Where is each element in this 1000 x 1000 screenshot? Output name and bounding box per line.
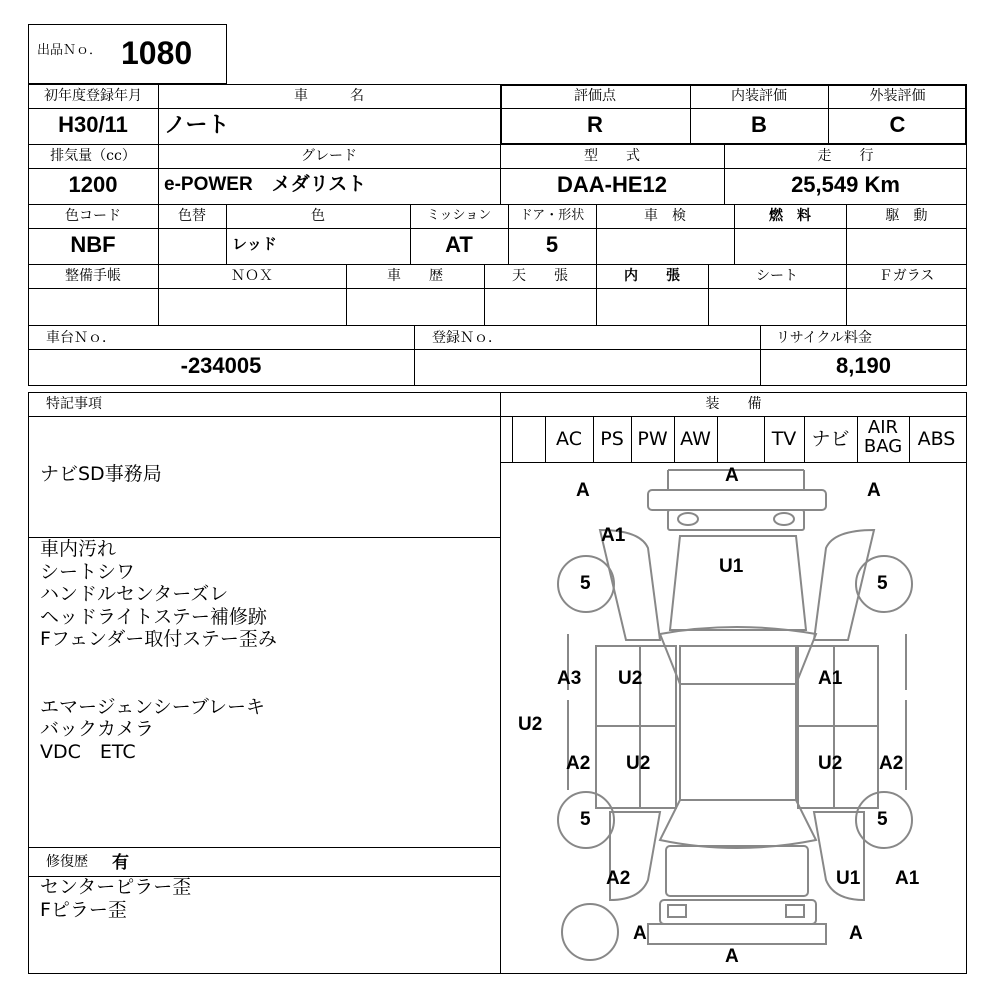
trim-value: e-POWER メダリスト: [164, 174, 367, 195]
car-name-value: ノート: [164, 112, 230, 137]
equipment-item-pw: PW: [637, 428, 668, 450]
remark-line: エマージェンシーブレーキ: [40, 695, 266, 718]
trim-label: グレード: [301, 148, 357, 164]
damage-mark: A2: [879, 753, 904, 774]
damage-mark: 5: [877, 809, 888, 830]
damage-mark: A3: [557, 668, 582, 689]
lot-number: 1080: [121, 35, 193, 71]
repair-notes: [40, 876, 191, 921]
color-code-label: 色コード: [65, 208, 121, 224]
score-value: R: [587, 112, 603, 137]
color-change-label: 色替: [178, 208, 206, 224]
damage-mark: A: [725, 465, 739, 486]
lot-number-box: [28, 24, 227, 84]
damage-mark: A: [849, 923, 863, 944]
emblem-shape: [678, 513, 698, 525]
rear-lamp-left: [668, 905, 686, 917]
remarks-label: 特記事項: [46, 396, 102, 412]
equipment-item-aw: AW: [680, 428, 711, 450]
seat-label: シート: [756, 268, 798, 284]
right-front-fender: [814, 530, 874, 640]
repair-line: センターピラー歪: [40, 876, 192, 898]
first-registration-value: H30/11: [58, 112, 128, 137]
recycle-fee-label: リサイクル料金: [776, 330, 873, 346]
damage-mark: U2: [626, 753, 651, 774]
remark-line: バックカメラ: [40, 718, 155, 740]
first-registration-label: 初年度登録年月: [44, 88, 142, 104]
damage-mark: A: [633, 923, 647, 944]
equipment-item-ps: PS: [600, 428, 624, 450]
damage-mark: A: [725, 946, 739, 967]
damage-mark: A1: [895, 868, 920, 889]
repair-history-label: 修復歴: [46, 854, 88, 870]
remark-line: [40, 673, 277, 696]
equipment-label: 装 備: [705, 396, 762, 412]
front-bumper-shape: [648, 490, 826, 510]
interior-grade-value: B: [751, 112, 767, 137]
remarks-line1: ナビSD事務局: [40, 463, 162, 485]
front-glass-label: Ｆガラス: [878, 268, 935, 284]
damage-mark: A1: [601, 525, 626, 546]
headliner-label: 天 張: [512, 268, 568, 284]
equipment-item-abs: ABS: [917, 428, 956, 450]
damage-mark: A1: [818, 668, 843, 689]
remark-line: ハンドルセンターズレ: [40, 583, 229, 605]
transmission-value: AT: [445, 232, 473, 257]
remark-line: Fフェンダー取付ステー歪み: [40, 628, 277, 650]
registration-number-label: 登録Ｎｏ．: [432, 330, 502, 346]
remark-line: [40, 651, 277, 674]
remark-line: 車内汚れ: [40, 538, 117, 560]
damage-mark: 5: [877, 573, 888, 594]
rear-lamp-right: [786, 905, 804, 917]
interior-grade-label: 内装評価: [731, 88, 787, 104]
chassis-number-value: -234005: [180, 353, 262, 378]
roof-shape: [680, 646, 796, 800]
damage-mark: A2: [606, 868, 631, 889]
drive-label: 駆 動: [885, 208, 928, 224]
recycle-fee-value: 8,190: [835, 353, 892, 378]
mileage-value: 25,549 Km: [791, 172, 900, 197]
service-book-label: 整備手帳: [65, 268, 121, 284]
car-name-label: 車 名: [294, 88, 364, 104]
emblem-shape-right: [774, 513, 794, 525]
spare-wheel: [562, 904, 618, 960]
trunk-shape: [666, 846, 808, 896]
damage-mark: U2: [818, 753, 843, 774]
damage-mark: A: [867, 480, 881, 501]
rear-window-shape: [660, 800, 816, 848]
color-label: 色: [311, 208, 325, 224]
damage-mark: U2: [618, 668, 643, 689]
damage-mark: 5: [580, 809, 591, 830]
remark-line: VDC ETC: [40, 740, 136, 763]
rear-bumper-lower: [648, 924, 826, 944]
remark-line: シートシワ: [40, 560, 136, 583]
damage-mark: A: [576, 480, 590, 501]
remarks-notes: [40, 538, 277, 763]
score-label: 評価点: [574, 88, 616, 104]
nox-label: ＮＯＸ: [231, 268, 273, 284]
model-code-value: DAA-HE12: [556, 172, 668, 197]
windshield-shape: [660, 627, 816, 684]
damage-mark: U1: [719, 556, 744, 577]
damage-mark: A2: [566, 753, 591, 774]
lot-number-label: 出品Ｎｏ．: [37, 43, 103, 58]
displacement-label: 排気量（cc）: [50, 148, 136, 164]
repair-line: Fピラー歪: [40, 898, 127, 921]
vehicle-history-label: 車 歴: [387, 268, 443, 284]
color-value: レッド: [232, 236, 277, 253]
equipment-item-navi: ナビ: [811, 428, 850, 450]
damage-mark: 5: [580, 573, 591, 594]
damage-mark: U1: [836, 868, 861, 889]
exterior-grade-value: C: [889, 112, 906, 137]
repair-history-value: 有: [112, 853, 129, 872]
exterior-grade-label: 外装評価: [869, 88, 926, 104]
mileage-label: 走 行: [817, 148, 874, 164]
interior-trim-label: 内 張: [624, 268, 680, 284]
damage-mark: U2: [518, 714, 543, 735]
color-code-value: NBF: [70, 232, 116, 257]
doors-value: 5: [545, 232, 559, 257]
car-damage-diagram: [501, 463, 966, 973]
transmission-label: ミッション: [426, 208, 492, 223]
hood-shape: [670, 536, 806, 630]
remark-line: ヘッドライトステー補修跡: [40, 605, 267, 628]
equipment-item-tv: TV: [771, 428, 797, 450]
equipment-item-ac: AC: [556, 428, 582, 450]
equipment-item-airbag: AIR BAG: [863, 417, 903, 457]
displacement-value: 1200: [68, 172, 118, 197]
fuel-label: 燃 料: [769, 208, 811, 224]
inspection-label: 車 検: [644, 208, 686, 224]
model-code-label: 型 式: [584, 148, 640, 164]
rear-bumper-shape: [660, 900, 816, 924]
doors-label: ドア・形状: [519, 208, 585, 223]
chassis-number-label: 車台Ｎｏ．: [46, 330, 116, 346]
